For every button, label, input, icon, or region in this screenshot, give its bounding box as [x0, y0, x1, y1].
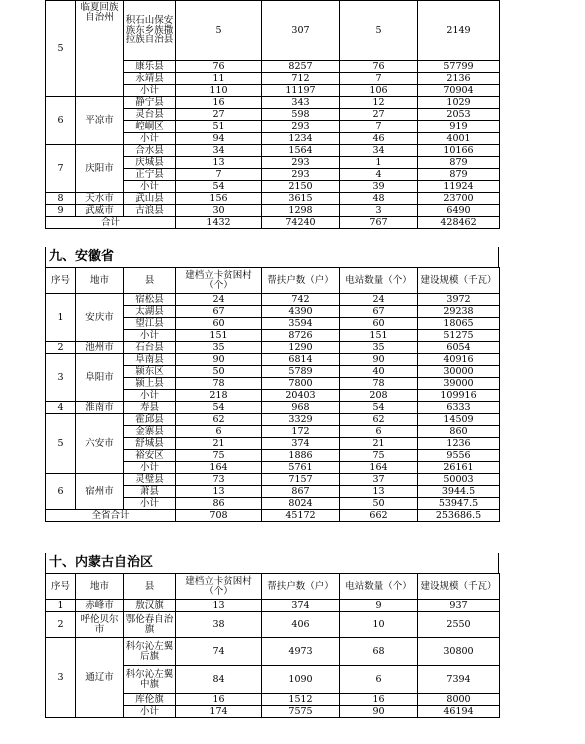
households-cell: 1290 [262, 342, 340, 354]
households-cell: 1886 [262, 450, 340, 462]
capacity-cell: 428462 [418, 217, 500, 229]
header-cell: 地市 [76, 268, 124, 294]
villages-cell: 16 [176, 694, 262, 706]
city-cell: 庆阳市 [76, 145, 124, 193]
header-cell: 帮扶户数（户） [262, 268, 340, 294]
villages-cell: 90 [176, 354, 262, 366]
capacity-cell: 860 [418, 426, 500, 438]
total-label: 全省合计 [46, 510, 176, 522]
stations-cell: 78 [340, 378, 418, 390]
county-cell: 科尔沁左翼后旗 [124, 638, 176, 666]
row-index: 7 [46, 145, 76, 193]
households-cell: 2150 [262, 181, 340, 193]
villages-cell: 218 [176, 390, 262, 402]
villages-cell: 74 [176, 638, 262, 666]
households-cell: 598 [262, 109, 340, 121]
capacity-cell: 50003 [418, 474, 500, 486]
county-cell: 合水县 [124, 145, 176, 157]
capacity-cell: 29238 [418, 306, 500, 318]
stations-cell: 5 [340, 1, 418, 61]
county-cell: 颍东区 [124, 366, 176, 378]
capacity-cell: 39000 [418, 378, 500, 390]
county-cell: 武山县 [124, 193, 176, 205]
villages-cell: 21 [176, 438, 262, 450]
capacity-cell: 253686.5 [418, 510, 500, 522]
county-cell: 望江县 [124, 318, 176, 330]
stations-cell: 767 [340, 217, 418, 229]
capacity-cell: 3944.5 [418, 486, 500, 498]
capacity-cell: 6490 [418, 205, 500, 217]
stations-cell: 54 [340, 402, 418, 414]
households-cell: 3594 [262, 318, 340, 330]
county-cell: 永靖县 [124, 73, 176, 85]
capacity-cell: 10166 [418, 145, 500, 157]
header-cell: 建设规模（千瓦） [418, 268, 500, 294]
stations-cell: 6 [340, 426, 418, 438]
capacity-cell: 109916 [418, 390, 500, 402]
households-cell: 20403 [262, 390, 340, 402]
table-row [46, 193, 500, 205]
villages-cell: 50 [176, 366, 262, 378]
total-label: 合计 [46, 217, 176, 229]
capacity-cell: 4001 [418, 133, 500, 145]
section-title-anhui: 九、安徽省 [45, 247, 499, 267]
villages-cell: 84 [176, 666, 262, 694]
capacity-cell: 8000 [418, 694, 500, 706]
table-row [46, 97, 500, 109]
header-cell: 序号 [46, 574, 76, 600]
table-row [46, 205, 500, 217]
capacity-cell: 40916 [418, 354, 500, 366]
table-row [46, 474, 500, 486]
villages-cell: 24 [176, 294, 262, 306]
row-index: 6 [46, 474, 76, 510]
stations-cell: 4 [340, 169, 418, 181]
row-index: 2 [46, 612, 76, 638]
capacity-cell: 23700 [418, 193, 500, 205]
row-index: 4 [46, 402, 76, 414]
header-cell: 建档立卡贫困村（个） [176, 574, 262, 600]
villages-cell: 76 [176, 61, 262, 73]
county-cell: 阜南县 [124, 354, 176, 366]
villages-cell: 54 [176, 181, 262, 193]
city-cell: 池州市 [76, 342, 124, 354]
villages-cell: 174 [176, 706, 262, 718]
table-row [46, 402, 500, 414]
row-index: 2 [46, 342, 76, 354]
header-row [46, 574, 500, 600]
households-cell: 11197 [262, 85, 340, 97]
header-cell: 序号 [46, 268, 76, 294]
villages-cell: 94 [176, 133, 262, 145]
villages-cell: 54 [176, 402, 262, 414]
subtotal-label: 小计 [124, 498, 176, 510]
county-cell: 正宁县 [124, 169, 176, 181]
county-cell: 宿松县 [124, 294, 176, 306]
city-cell: 通辽市 [76, 638, 124, 718]
county-cell: 康乐县 [124, 61, 176, 73]
villages-cell: 38 [176, 612, 262, 638]
households-cell: 742 [262, 294, 340, 306]
table-row [46, 354, 500, 366]
city-cell: 武威市 [76, 205, 124, 217]
villages-cell: 86 [176, 498, 262, 510]
county-cell: 霍邱县 [124, 414, 176, 426]
stations-cell: 1 [340, 157, 418, 169]
table-gansu-continued [45, 0, 500, 229]
households-cell: 4973 [262, 638, 340, 666]
county-cell: 裕安区 [124, 450, 176, 462]
subtotal-label: 小计 [124, 181, 176, 193]
city-cell: 淮南市 [76, 402, 124, 414]
subtotal-label: 小计 [124, 330, 176, 342]
capacity-cell: 11924 [418, 181, 500, 193]
stations-cell: 90 [340, 706, 418, 718]
households-cell: 968 [262, 402, 340, 414]
households-cell: 3329 [262, 414, 340, 426]
subtotal-label: 小计 [124, 85, 176, 97]
subtotal-label: 小计 [124, 462, 176, 474]
villages-cell: 5 [176, 1, 262, 61]
households-cell: 45172 [262, 510, 340, 522]
capacity-cell: 1029 [418, 97, 500, 109]
villages-cell: 27 [176, 109, 262, 121]
stations-cell: 75 [340, 450, 418, 462]
header-cell: 帮扶户数（户） [262, 574, 340, 600]
capacity-cell: 6054 [418, 342, 500, 354]
households-cell: 712 [262, 73, 340, 85]
stations-cell: 106 [340, 85, 418, 97]
county-cell: 庆城县 [124, 157, 176, 169]
stations-cell: 208 [340, 390, 418, 402]
stations-cell: 37 [340, 474, 418, 486]
villages-cell: 13 [176, 486, 262, 498]
households-cell: 1234 [262, 133, 340, 145]
stations-cell: 76 [340, 61, 418, 73]
row-index: 8 [46, 193, 76, 205]
households-cell: 1298 [262, 205, 340, 217]
county-cell: 积石山保安族东乡族撒拉族自治县 [124, 1, 176, 61]
table-row [46, 342, 500, 354]
villages-cell: 34 [176, 145, 262, 157]
stations-cell: 151 [340, 330, 418, 342]
row-index: 5 [46, 1, 76, 97]
stations-cell: 12 [340, 97, 418, 109]
capacity-cell: 18065 [418, 318, 500, 330]
subtotal-label: 小计 [124, 706, 176, 718]
county-cell: 静宁县 [124, 97, 176, 109]
capacity-cell: 70904 [418, 85, 500, 97]
stations-cell: 7 [340, 121, 418, 133]
total-row [46, 510, 500, 522]
capacity-cell: 2550 [418, 612, 500, 638]
capacity-cell: 26161 [418, 462, 500, 474]
capacity-cell: 30000 [418, 366, 500, 378]
capacity-cell: 1236 [418, 438, 500, 450]
stations-cell: 39 [340, 181, 418, 193]
header-row [46, 268, 500, 294]
households-cell: 293 [262, 169, 340, 181]
households-cell: 374 [262, 600, 340, 612]
households-cell: 7157 [262, 474, 340, 486]
row-index: 1 [46, 600, 76, 612]
villages-cell: 151 [176, 330, 262, 342]
header-cell: 建设规模（千瓦） [418, 574, 500, 600]
county-cell: 崆峒区 [124, 121, 176, 133]
villages-cell: 13 [176, 600, 262, 612]
capacity-cell: 2053 [418, 109, 500, 121]
villages-cell: 67 [176, 306, 262, 318]
table-inner-mongolia [45, 573, 500, 718]
city-cell: 天水市 [76, 193, 124, 205]
capacity-cell: 46194 [418, 706, 500, 718]
stations-cell: 67 [340, 306, 418, 318]
stations-cell: 40 [340, 366, 418, 378]
households-cell: 343 [262, 97, 340, 109]
stations-cell: 13 [340, 486, 418, 498]
county-cell: 灵台县 [124, 109, 176, 121]
table-row [46, 612, 500, 638]
capacity-cell: 51275 [418, 330, 500, 342]
stations-cell: 60 [340, 318, 418, 330]
table-row [46, 294, 500, 306]
county-cell: 石台县 [124, 342, 176, 354]
stations-cell: 662 [340, 510, 418, 522]
header-cell: 县 [124, 574, 176, 600]
city-cell: 临夏回族自治州 [76, 1, 124, 97]
stations-cell: 7 [340, 73, 418, 85]
total-row [46, 217, 500, 229]
stations-cell: 164 [340, 462, 418, 474]
table-row [46, 414, 500, 426]
county-cell: 颍上县 [124, 378, 176, 390]
capacity-cell: 2149 [418, 1, 500, 61]
villages-cell: 16 [176, 97, 262, 109]
header-cell: 建档立卡贫困村（个） [176, 268, 262, 294]
households-cell: 1512 [262, 694, 340, 706]
capacity-cell: 9556 [418, 450, 500, 462]
stations-cell: 9 [340, 600, 418, 612]
households-cell: 1564 [262, 145, 340, 157]
subtotal-label: 小计 [124, 133, 176, 145]
villages-cell: 13 [176, 157, 262, 169]
county-cell: 萧县 [124, 486, 176, 498]
stations-cell: 3 [340, 205, 418, 217]
city-cell: 六安市 [76, 414, 124, 474]
stations-cell: 10 [340, 612, 418, 638]
stations-cell: 24 [340, 294, 418, 306]
city-cell: 阜阳市 [76, 354, 124, 402]
villages-cell: 60 [176, 318, 262, 330]
city-cell: 安庆市 [76, 294, 124, 342]
villages-cell: 110 [176, 85, 262, 97]
households-cell: 8024 [262, 498, 340, 510]
households-cell: 172 [262, 426, 340, 438]
villages-cell: 62 [176, 414, 262, 426]
header-cell: 电站数量（个） [340, 574, 418, 600]
households-cell: 74240 [262, 217, 340, 229]
stations-cell: 62 [340, 414, 418, 426]
households-cell: 293 [262, 157, 340, 169]
villages-cell: 708 [176, 510, 262, 522]
stations-cell: 16 [340, 694, 418, 706]
stations-cell: 34 [340, 145, 418, 157]
households-cell: 1090 [262, 666, 340, 694]
capacity-cell: 2136 [418, 73, 500, 85]
villages-cell: 156 [176, 193, 262, 205]
county-cell: 寿县 [124, 402, 176, 414]
capacity-cell: 57799 [418, 61, 500, 73]
stations-cell: 46 [340, 133, 418, 145]
header-cell: 地市 [76, 574, 124, 600]
county-cell: 灵璧县 [124, 474, 176, 486]
households-cell: 8257 [262, 61, 340, 73]
stations-cell: 50 [340, 498, 418, 510]
villages-cell: 73 [176, 474, 262, 486]
capacity-cell: 879 [418, 157, 500, 169]
households-cell: 3615 [262, 193, 340, 205]
stations-cell: 6 [340, 666, 418, 694]
table-row [46, 638, 500, 666]
header-cell: 电站数量（个） [340, 268, 418, 294]
city-cell: 平凉市 [76, 97, 124, 145]
capacity-cell: 919 [418, 121, 500, 133]
stations-cell: 68 [340, 638, 418, 666]
row-index: 1 [46, 294, 76, 342]
capacity-cell: 14509 [418, 414, 500, 426]
villages-cell: 78 [176, 378, 262, 390]
section-title-inner-mongolia: 十、内蒙古自治区 [45, 553, 499, 573]
header-cell: 县 [124, 268, 176, 294]
villages-cell: 35 [176, 342, 262, 354]
city-cell: 赤峰市 [76, 600, 124, 612]
county-cell: 鄂伦春自治旗 [124, 612, 176, 638]
stations-cell: 48 [340, 193, 418, 205]
table-row [46, 1, 500, 61]
households-cell: 293 [262, 121, 340, 133]
households-cell: 8726 [262, 330, 340, 342]
villages-cell: 6 [176, 426, 262, 438]
capacity-cell: 30800 [418, 638, 500, 666]
villages-cell: 7 [176, 169, 262, 181]
households-cell: 7575 [262, 706, 340, 718]
villages-cell: 51 [176, 121, 262, 133]
city-cell: 宿州市 [76, 474, 124, 510]
households-cell: 7800 [262, 378, 340, 390]
capacity-cell: 937 [418, 600, 500, 612]
households-cell: 6814 [262, 354, 340, 366]
households-cell: 406 [262, 612, 340, 638]
capacity-cell: 879 [418, 169, 500, 181]
table-anhui [45, 267, 500, 522]
row-index: 9 [46, 205, 76, 217]
county-cell: 金寨县 [124, 426, 176, 438]
city-cell: 呼伦贝尔市 [76, 612, 124, 638]
households-cell: 5789 [262, 366, 340, 378]
households-cell: 374 [262, 438, 340, 450]
county-cell: 科尔沁左翼中旗 [124, 666, 176, 694]
county-cell: 敖汉旗 [124, 600, 176, 612]
villages-cell: 1432 [176, 217, 262, 229]
table-row [46, 145, 500, 157]
stations-cell: 90 [340, 354, 418, 366]
subtotal-label: 小计 [124, 390, 176, 402]
capacity-cell: 53947.5 [418, 498, 500, 510]
capacity-cell: 3972 [418, 294, 500, 306]
households-cell: 307 [262, 1, 340, 61]
capacity-cell: 7394 [418, 666, 500, 694]
villages-cell: 164 [176, 462, 262, 474]
row-index: 6 [46, 97, 76, 145]
stations-cell: 21 [340, 438, 418, 450]
county-cell: 太湖县 [124, 306, 176, 318]
capacity-cell: 6333 [418, 402, 500, 414]
households-cell: 867 [262, 486, 340, 498]
villages-cell: 30 [176, 205, 262, 217]
table-row [46, 600, 500, 612]
row-index: 3 [46, 638, 76, 718]
stations-cell: 35 [340, 342, 418, 354]
households-cell: 4390 [262, 306, 340, 318]
county-cell: 舒城县 [124, 438, 176, 450]
county-cell: 库伦旗 [124, 694, 176, 706]
row-index: 3 [46, 354, 76, 402]
stations-cell: 27 [340, 109, 418, 121]
villages-cell: 11 [176, 73, 262, 85]
households-cell: 5761 [262, 462, 340, 474]
county-cell: 古浪县 [124, 205, 176, 217]
villages-cell: 75 [176, 450, 262, 462]
row-index: 5 [46, 414, 76, 474]
